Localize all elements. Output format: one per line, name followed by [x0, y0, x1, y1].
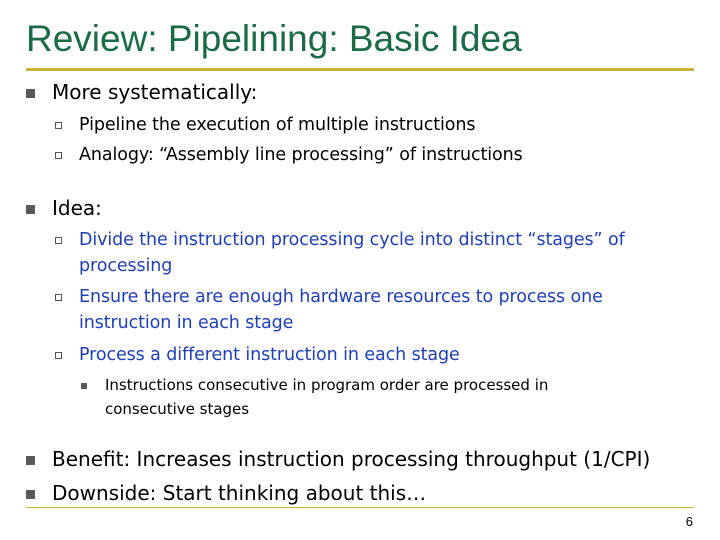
sub-sub-bullet-text-continued: consecutive stages — [105, 400, 250, 418]
bullet-square-icon — [26, 456, 35, 465]
sub-bullet-text: Divide the instruction processing cycle into distinct “stages” of — [79, 230, 625, 250]
page-number: 6 — [685, 514, 693, 529]
bullet-hollow-square-icon — [55, 122, 62, 129]
sub-sub-bullet-text: Instructions consecutive in program order are processed in — [105, 376, 549, 394]
bullet-square-icon — [26, 490, 35, 499]
sub-bullet-text: Analogy: “Assembly line processing” of instructions — [79, 145, 523, 165]
sub-bullet-text: Process a different instruction in each stage — [79, 345, 460, 365]
bullet-text: Downside: Start thinking about this… — [52, 481, 427, 505]
bullet-text: Benefit: Increases instruction processing throughput (1/CPI) — [52, 447, 651, 471]
sub-bullet-text: Pipeline the execution of multiple instructions — [79, 115, 476, 135]
sub-bullet-text: Ensure there are enough hardware resources to process one — [79, 287, 603, 307]
bullet-small-square-icon — [81, 383, 87, 389]
bullet-hollow-square-icon — [55, 294, 62, 301]
bullet-text: More systematically: — [52, 80, 258, 104]
bullet-text: Idea: — [52, 196, 102, 220]
sub-bullet-text-continued: processing — [79, 256, 173, 276]
sub-bullet-text-continued: instruction in each stage — [79, 313, 294, 333]
footer-rule — [26, 507, 694, 508]
bullet-hollow-square-icon — [55, 152, 62, 159]
bullet-hollow-square-icon — [55, 237, 62, 244]
title-underline — [26, 68, 694, 71]
slide-title: Review: Pipelining: Basic Idea — [26, 18, 522, 59]
bullet-square-icon — [26, 89, 35, 98]
bullet-square-icon — [26, 205, 35, 214]
bullet-hollow-square-icon — [55, 352, 62, 359]
